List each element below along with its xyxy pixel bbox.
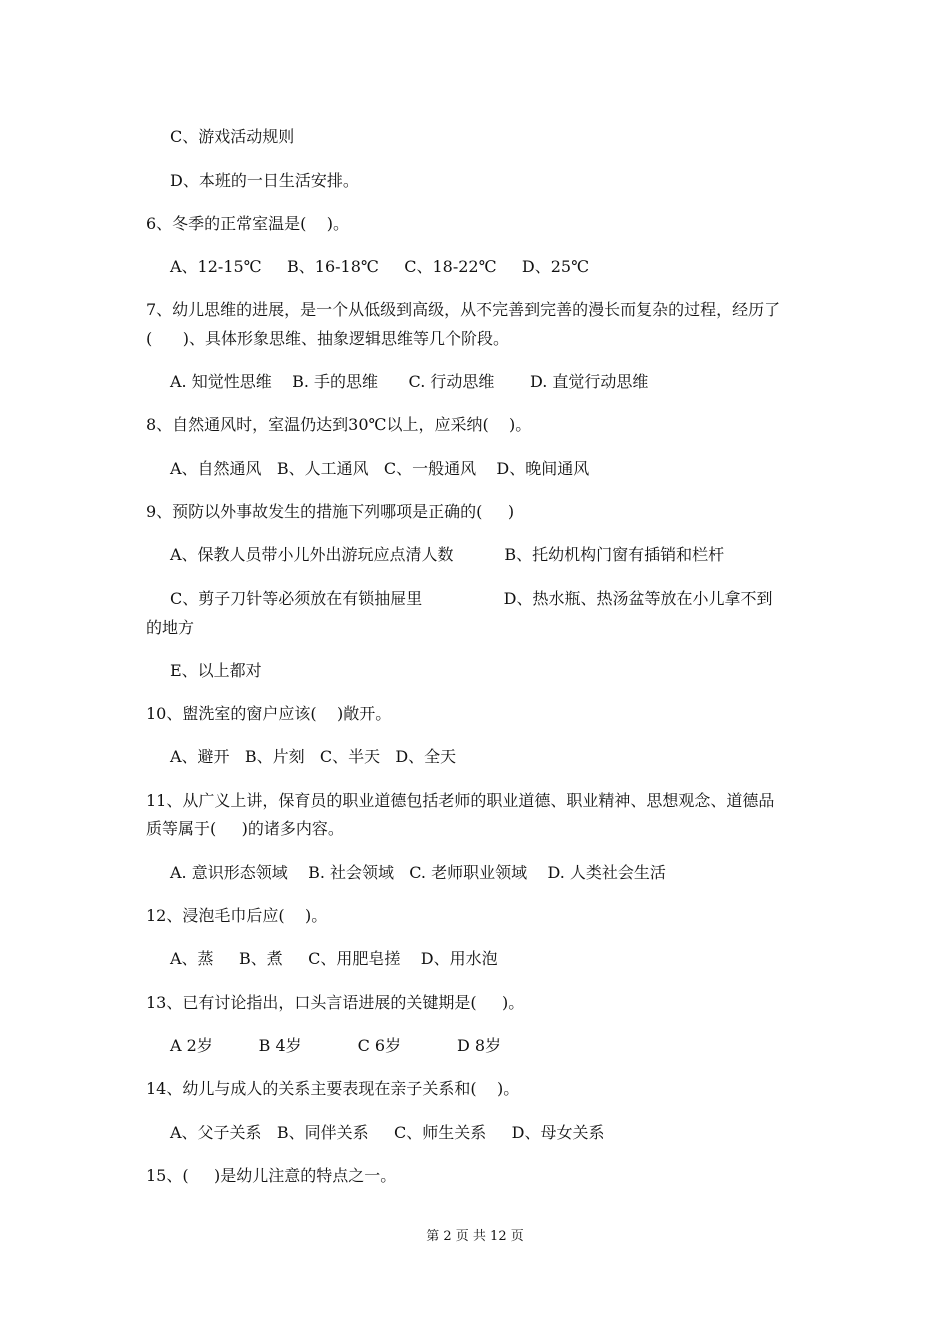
option-line: A. 意识形态领域 B. 社会领域 C. 老师职业领域 D. 人类社会生活 (170, 863, 666, 882)
option-line: E、以上都对 (170, 661, 262, 680)
question-line: 的地方 (146, 618, 195, 637)
question-line: 10、盥洗室的窗户应该( )敞开。 (146, 704, 392, 723)
question-line: 12、浸泡毛巾后应( )。 (146, 906, 328, 925)
option-line: A、自然通风 B、人工通风 C、一般通风 D、晚间通风 (170, 459, 590, 478)
option-line: A 2岁 B 4岁 C 6岁 D 8岁 (170, 1036, 502, 1055)
question-line: ( )、具体形象思维、抽象逻辑思维等几个阶段。 (146, 329, 510, 348)
question-line: 质等属于( )的诸多内容。 (146, 819, 344, 838)
option-line: A、保教人员带小儿外出游玩应点清人数 B、托幼机构门窗有插销和栏杆 (170, 545, 725, 564)
option-line: D、本班的一日生活安排。 (170, 171, 359, 190)
question-line: 11、从广义上讲，保育员的职业道德包括老师的职业道德、职业精神、思想观念、道德品 (146, 791, 775, 810)
option-line: A、避开 B、片刻 C、半天 D、全天 (170, 747, 457, 766)
question-line: 15、( )是幼儿注意的特点之一。 (146, 1166, 397, 1185)
question-line: 7、幼儿思维的进展，是一个从低级到高级，从不完善到完善的漫长而复杂的过程，经历了 (146, 300, 781, 319)
option-line: A、12-15℃ B、16-18℃ C、18-22℃ D、25℃ (170, 257, 590, 276)
question-line: 14、幼儿与成人的关系主要表现在亲子关系和( )。 (146, 1079, 520, 1098)
option-line: C、游戏活动规则 (170, 127, 295, 146)
option-line: A、蒸 B、煮 C、用肥皂搓 D、用水泡 (170, 949, 498, 968)
option-line: C、剪子刀针等必须放在有锁抽屉里 D、热水瓶、热汤盆等放在小儿拿不到 (170, 589, 773, 608)
question-line: 8、自然通风时，室温仍达到30℃以上，应采纳( )。 (146, 415, 532, 434)
option-line: A. 知觉性思维 B. 手的思维 C. 行动思维 D. 直觉行动思维 (170, 372, 649, 391)
question-line: 6、冬季的正常室温是( )。 (146, 214, 350, 233)
option-line: A、父子关系 B、同伴关系 C、师生关系 D、母女关系 (170, 1123, 605, 1142)
question-line: 13、已有讨论指出，口头言语进展的关键期是( )。 (146, 993, 525, 1012)
page-number-footer: 第 2 页 共 12 页 (426, 1229, 524, 1244)
question-line: 9、预防以外事故发生的措施下列哪项是正确的( ) (146, 502, 515, 521)
